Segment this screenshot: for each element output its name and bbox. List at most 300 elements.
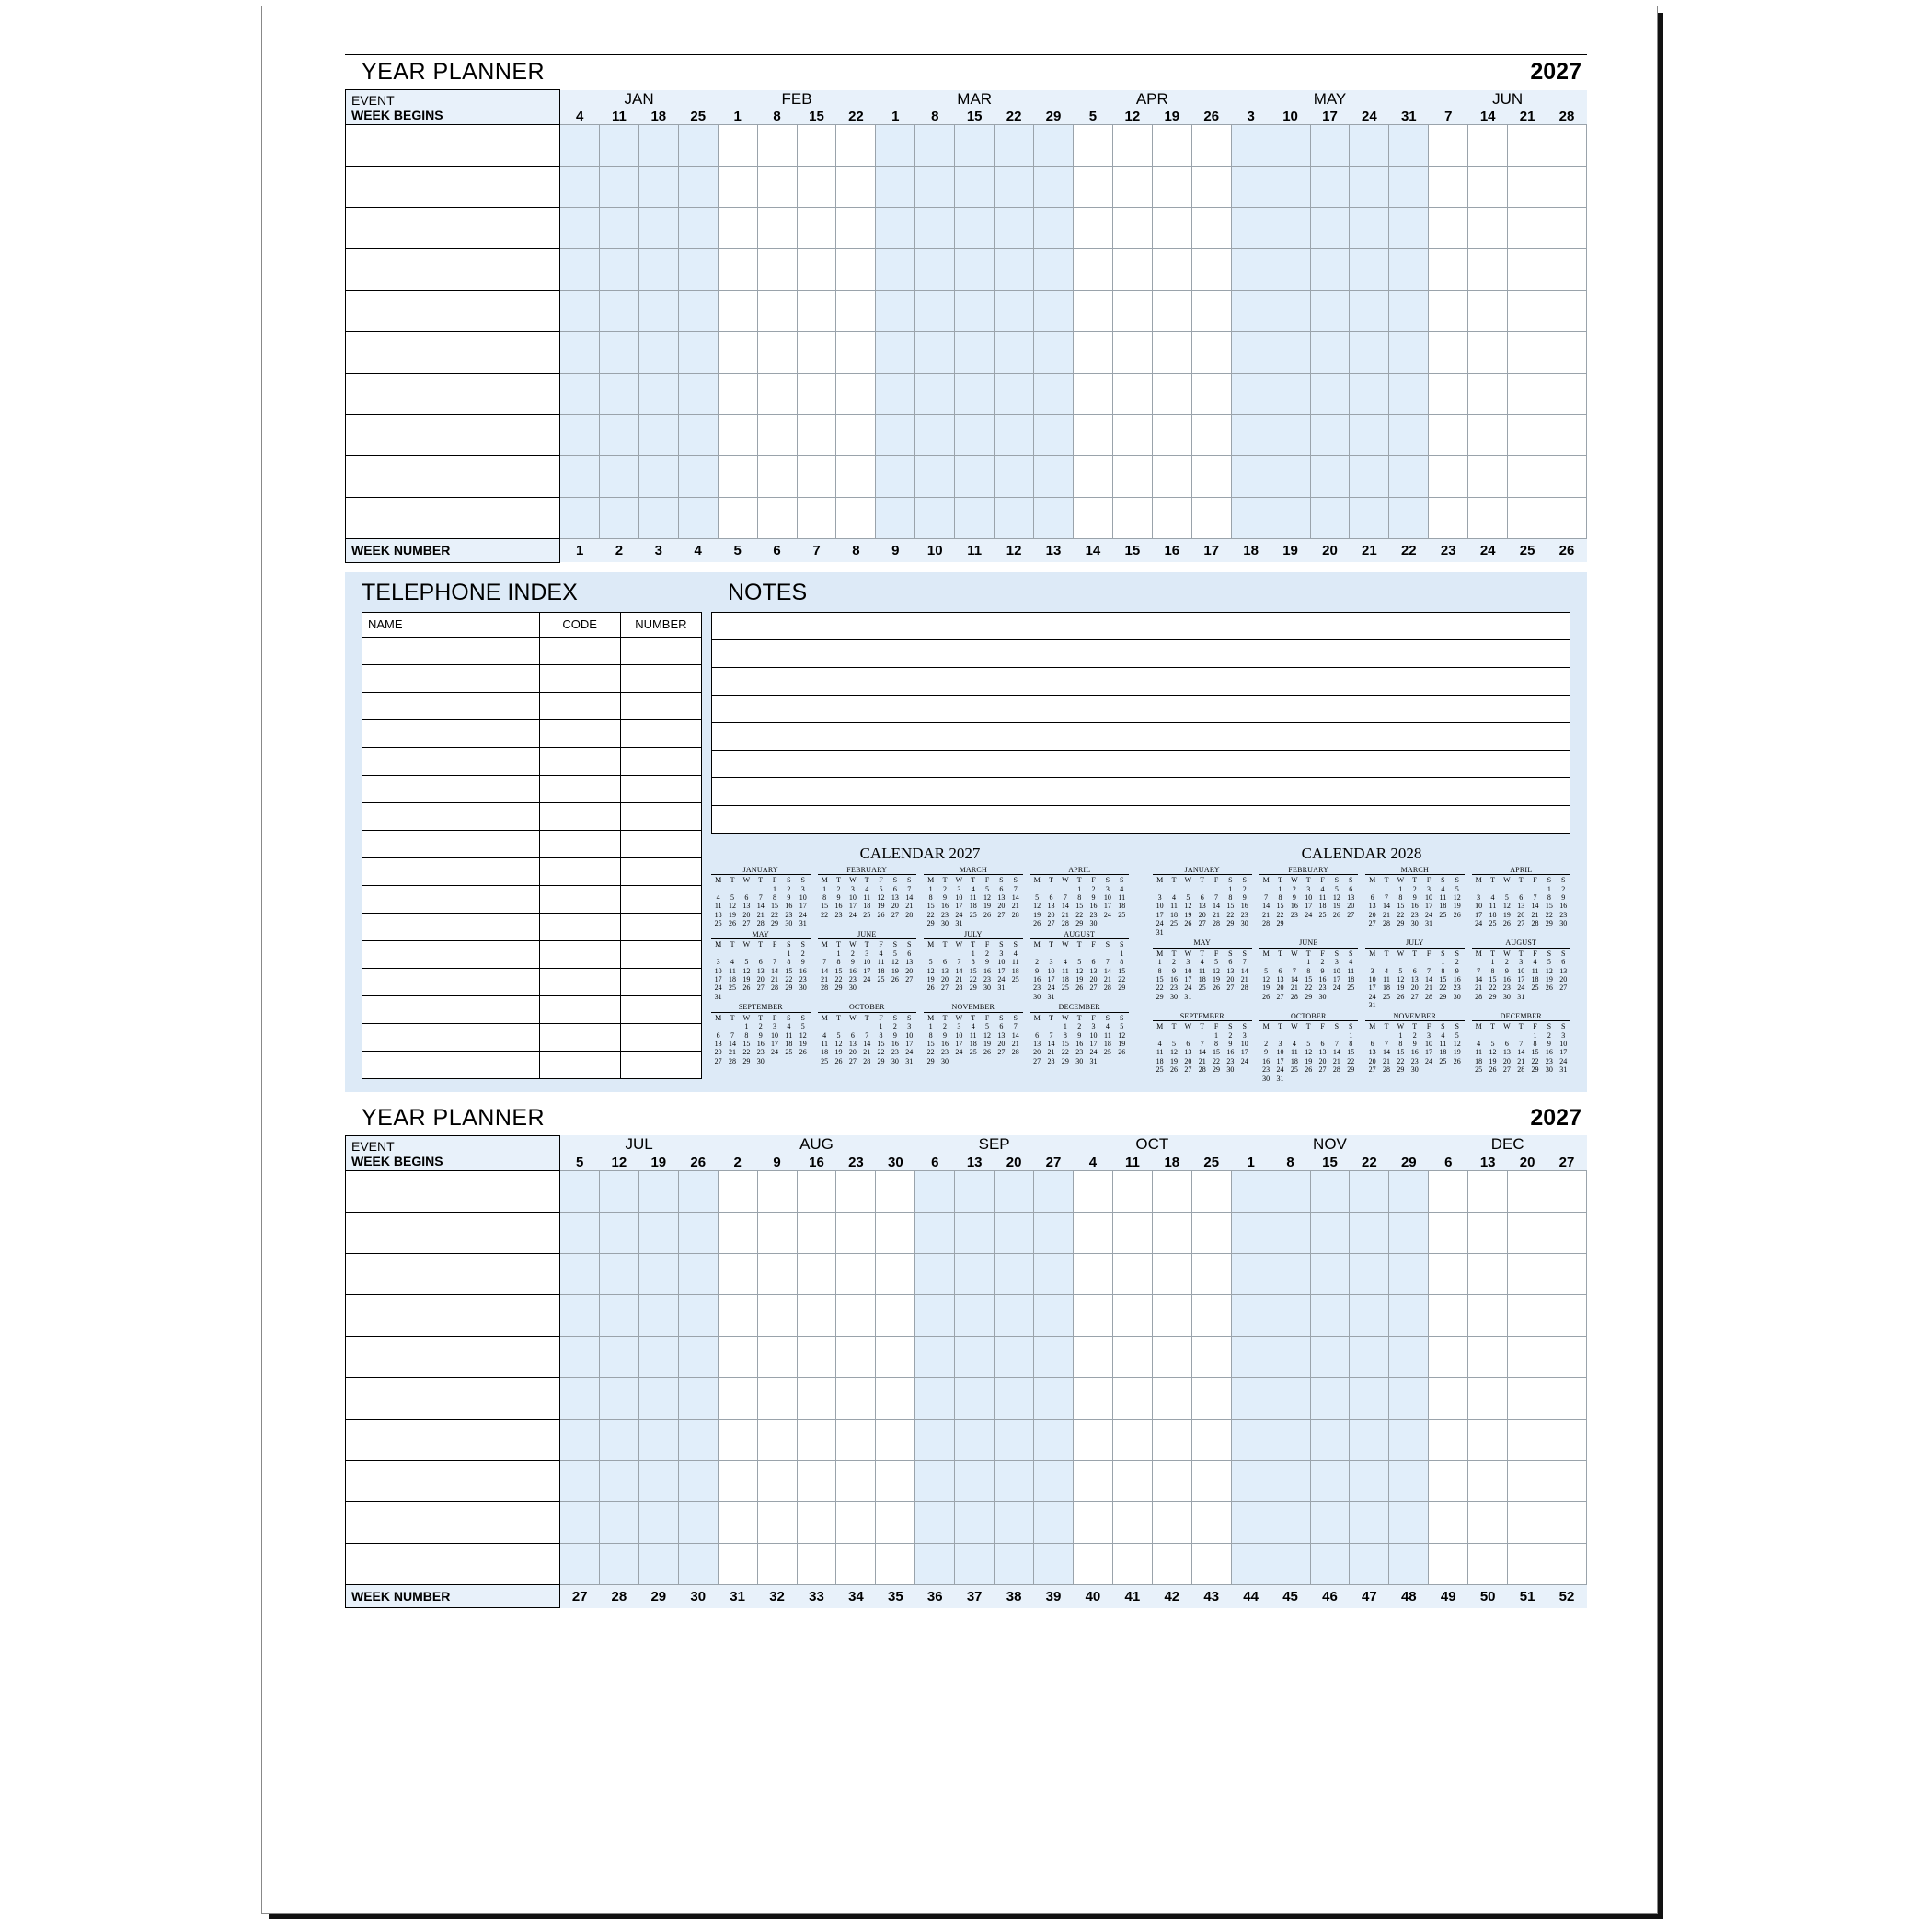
- planner-day-cell[interactable]: [1152, 1253, 1191, 1294]
- planner-day-cell[interactable]: [876, 208, 915, 249]
- planner-day-cell[interactable]: [757, 1253, 797, 1294]
- planner-day-cell[interactable]: [638, 125, 678, 167]
- planner-day-cell[interactable]: [1310, 415, 1350, 456]
- planner-day-cell[interactable]: [915, 1460, 955, 1501]
- planner-day-cell[interactable]: [1191, 1419, 1231, 1460]
- planner-day-cell[interactable]: [1034, 456, 1074, 498]
- planner-day-cell[interactable]: [915, 125, 955, 167]
- planner-day-cell[interactable]: [718, 1212, 757, 1253]
- planner-day-cell[interactable]: [915, 415, 955, 456]
- planner-day-cell[interactable]: [560, 1253, 600, 1294]
- planner-day-cell[interactable]: [560, 1543, 600, 1584]
- planner-day-cell[interactable]: [1152, 1460, 1191, 1501]
- planner-day-cell[interactable]: [718, 1501, 757, 1543]
- planner-day-cell[interactable]: [1271, 291, 1310, 332]
- planner-day-cell[interactable]: [1429, 208, 1468, 249]
- planner-day-cell[interactable]: [1271, 249, 1310, 291]
- telephone-name-cell[interactable]: [362, 637, 540, 664]
- planner-day-cell[interactable]: [1468, 374, 1508, 415]
- planner-day-cell[interactable]: [1073, 1377, 1112, 1419]
- planner-day-cell[interactable]: [599, 1294, 638, 1336]
- planner-day-cell[interactable]: [1191, 1543, 1231, 1584]
- planner-day-cell[interactable]: [1350, 1294, 1389, 1336]
- planner-day-cell[interactable]: [1191, 456, 1231, 498]
- telephone-number-cell[interactable]: [620, 1051, 701, 1078]
- planner-day-cell[interactable]: [560, 1212, 600, 1253]
- planner-day-cell[interactable]: [1429, 498, 1468, 539]
- planner-day-cell[interactable]: [1429, 1419, 1468, 1460]
- telephone-code-cell[interactable]: [539, 747, 620, 775]
- telephone-code-cell[interactable]: [539, 830, 620, 857]
- planner-day-cell[interactable]: [1231, 1377, 1271, 1419]
- planner-day-cell[interactable]: [995, 1419, 1034, 1460]
- planner-day-cell[interactable]: [915, 374, 955, 415]
- planner-day-cell[interactable]: [915, 456, 955, 498]
- planner-day-cell[interactable]: [876, 167, 915, 208]
- planner-day-cell[interactable]: [1231, 1543, 1271, 1584]
- planner-day-cell[interactable]: [560, 167, 600, 208]
- planner-day-cell[interactable]: [955, 415, 995, 456]
- planner-day-cell[interactable]: [797, 374, 836, 415]
- planner-event-row[interactable]: [346, 1501, 1587, 1543]
- planner-day-cell[interactable]: [1231, 1170, 1271, 1212]
- planner-day-cell[interactable]: [797, 332, 836, 374]
- planner-day-cell[interactable]: [638, 456, 678, 498]
- telephone-number-cell[interactable]: [620, 747, 701, 775]
- planner-day-cell[interactable]: [678, 1419, 718, 1460]
- planner-day-cell[interactable]: [836, 1253, 876, 1294]
- planner-day-cell[interactable]: [995, 291, 1034, 332]
- planner-day-cell[interactable]: [995, 1543, 1034, 1584]
- event-name-cell[interactable]: [346, 374, 560, 415]
- telephone-code-cell[interactable]: [539, 637, 620, 664]
- planner-day-cell[interactable]: [1073, 456, 1112, 498]
- event-name-cell[interactable]: [346, 167, 560, 208]
- planner-day-cell[interactable]: [638, 1501, 678, 1543]
- planner-day-cell[interactable]: [1191, 374, 1231, 415]
- planner-day-cell[interactable]: [1310, 498, 1350, 539]
- planner-day-cell[interactable]: [1034, 1253, 1074, 1294]
- planner-day-cell[interactable]: [1073, 208, 1112, 249]
- planner-day-cell[interactable]: [797, 1253, 836, 1294]
- planner-day-cell[interactable]: [1310, 291, 1350, 332]
- planner-day-cell[interactable]: [1389, 1170, 1429, 1212]
- planner-day-cell[interactable]: [1231, 456, 1271, 498]
- planner-day-cell[interactable]: [1191, 1336, 1231, 1377]
- telephone-row[interactable]: [362, 913, 702, 940]
- notes-row[interactable]: [712, 612, 1570, 639]
- planner-day-cell[interactable]: [560, 332, 600, 374]
- notes-table[interactable]: [711, 612, 1570, 834]
- planner-day-cell[interactable]: [1112, 498, 1152, 539]
- planner-day-cell[interactable]: [757, 1336, 797, 1377]
- planner-day-cell[interactable]: [638, 1212, 678, 1253]
- planner-day-cell[interactable]: [1310, 249, 1350, 291]
- telephone-code-cell[interactable]: [539, 1051, 620, 1078]
- planner-day-cell[interactable]: [955, 249, 995, 291]
- planner-day-cell[interactable]: [638, 332, 678, 374]
- planner-day-cell[interactable]: [599, 498, 638, 539]
- planner-day-cell[interactable]: [1034, 1212, 1074, 1253]
- telephone-number-cell[interactable]: [620, 968, 701, 995]
- planner-day-cell[interactable]: [797, 1501, 836, 1543]
- planner-day-cell[interactable]: [757, 498, 797, 539]
- planner-day-cell[interactable]: [1152, 125, 1191, 167]
- planner-day-cell[interactable]: [1350, 498, 1389, 539]
- planner-day-cell[interactable]: [757, 1460, 797, 1501]
- planner-day-cell[interactable]: [678, 1377, 718, 1419]
- planner-day-cell[interactable]: [757, 1377, 797, 1419]
- planner-day-cell[interactable]: [1112, 1253, 1152, 1294]
- planner-day-cell[interactable]: [1231, 1253, 1271, 1294]
- planner-day-cell[interactable]: [876, 1170, 915, 1212]
- planner-day-cell[interactable]: [797, 1212, 836, 1253]
- planner-day-cell[interactable]: [1508, 456, 1547, 498]
- planner-day-cell[interactable]: [797, 1170, 836, 1212]
- planner-day-cell[interactable]: [1310, 167, 1350, 208]
- planner-day-cell[interactable]: [1231, 1501, 1271, 1543]
- planner-day-cell[interactable]: [599, 374, 638, 415]
- planner-event-row[interactable]: [346, 415, 1587, 456]
- planner-day-cell[interactable]: [1231, 1336, 1271, 1377]
- planner-day-cell[interactable]: [1073, 1543, 1112, 1584]
- planner-day-cell[interactable]: [1231, 1460, 1271, 1501]
- planner-event-row[interactable]: [346, 291, 1587, 332]
- event-name-cell[interactable]: [346, 1170, 560, 1212]
- planner-day-cell[interactable]: [915, 1212, 955, 1253]
- planner-day-cell[interactable]: [1073, 1460, 1112, 1501]
- telephone-name-cell[interactable]: [362, 885, 540, 913]
- planner-day-cell[interactable]: [1034, 1336, 1074, 1377]
- planner-day-cell[interactable]: [1271, 456, 1310, 498]
- planner-day-cell[interactable]: [1271, 167, 1310, 208]
- planner-day-cell[interactable]: [560, 208, 600, 249]
- planner-day-cell[interactable]: [1350, 249, 1389, 291]
- telephone-number-cell[interactable]: [620, 995, 701, 1023]
- planner-day-cell[interactable]: [1310, 456, 1350, 498]
- telephone-number-cell[interactable]: [620, 913, 701, 940]
- planner-day-cell[interactable]: [1073, 249, 1112, 291]
- notes-row[interactable]: [712, 667, 1570, 695]
- planner-day-cell[interactable]: [1231, 249, 1271, 291]
- planner-day-cell[interactable]: [1191, 332, 1231, 374]
- planner-day-cell[interactable]: [1468, 1253, 1508, 1294]
- planner-day-cell[interactable]: [797, 456, 836, 498]
- telephone-code-cell[interactable]: [539, 940, 620, 968]
- planner-day-cell[interactable]: [915, 1294, 955, 1336]
- planner-day-cell[interactable]: [1034, 125, 1074, 167]
- planner-day-cell[interactable]: [1350, 1460, 1389, 1501]
- planner-day-cell[interactable]: [1389, 208, 1429, 249]
- notes-line[interactable]: [712, 777, 1570, 805]
- planner-day-cell[interactable]: [955, 1460, 995, 1501]
- planner-day-cell[interactable]: [1271, 1419, 1310, 1460]
- planner-day-cell[interactable]: [797, 1460, 836, 1501]
- planner-day-cell[interactable]: [1547, 1336, 1587, 1377]
- planner-day-cell[interactable]: [678, 1460, 718, 1501]
- planner-day-cell[interactable]: [1034, 1170, 1074, 1212]
- planner-day-cell[interactable]: [599, 125, 638, 167]
- planner-day-cell[interactable]: [915, 1336, 955, 1377]
- planner-day-cell[interactable]: [599, 1212, 638, 1253]
- planner-day-cell[interactable]: [1034, 1377, 1074, 1419]
- planner-day-cell[interactable]: [1310, 374, 1350, 415]
- planner-day-cell[interactable]: [1191, 1377, 1231, 1419]
- planner-day-cell[interactable]: [1389, 249, 1429, 291]
- planner-day-cell[interactable]: [1468, 1460, 1508, 1501]
- telephone-row[interactable]: [362, 692, 702, 719]
- planner-day-cell[interactable]: [876, 1377, 915, 1419]
- planner-day-cell[interactable]: [1073, 167, 1112, 208]
- planner-event-row[interactable]: [346, 208, 1587, 249]
- planner-day-cell[interactable]: [955, 1170, 995, 1212]
- planner-day-cell[interactable]: [1350, 1170, 1389, 1212]
- planner-day-cell[interactable]: [1547, 415, 1587, 456]
- notes-row[interactable]: [712, 722, 1570, 750]
- planner-day-cell[interactable]: [1350, 1377, 1389, 1419]
- telephone-row[interactable]: [362, 637, 702, 664]
- planner-day-cell[interactable]: [1112, 1543, 1152, 1584]
- planner-day-cell[interactable]: [560, 374, 600, 415]
- planner-day-cell[interactable]: [1547, 167, 1587, 208]
- planner-day-cell[interactable]: [1547, 456, 1587, 498]
- event-name-cell[interactable]: [346, 456, 560, 498]
- planner-day-cell[interactable]: [1508, 291, 1547, 332]
- planner-day-cell[interactable]: [1350, 415, 1389, 456]
- planner-day-cell[interactable]: [797, 167, 836, 208]
- planner-day-cell[interactable]: [1271, 498, 1310, 539]
- planner-day-cell[interactable]: [1508, 1543, 1547, 1584]
- planner-day-cell[interactable]: [1547, 1377, 1587, 1419]
- planner-day-cell[interactable]: [718, 167, 757, 208]
- telephone-row[interactable]: [362, 857, 702, 885]
- planner-day-cell[interactable]: [1073, 1336, 1112, 1377]
- planner-day-cell[interactable]: [560, 249, 600, 291]
- telephone-row[interactable]: [362, 802, 702, 830]
- planner-day-cell[interactable]: [915, 167, 955, 208]
- planner-day-cell[interactable]: [1073, 415, 1112, 456]
- planner-day-cell[interactable]: [1429, 1336, 1468, 1377]
- planner-day-cell[interactable]: [1468, 167, 1508, 208]
- planner-day-cell[interactable]: [1073, 1170, 1112, 1212]
- planner-day-cell[interactable]: [757, 291, 797, 332]
- planner-day-cell[interactable]: [718, 249, 757, 291]
- planner-day-cell[interactable]: [599, 208, 638, 249]
- planner-day-cell[interactable]: [876, 332, 915, 374]
- planner-event-row[interactable]: [346, 167, 1587, 208]
- planner-day-cell[interactable]: [1231, 498, 1271, 539]
- planner-day-cell[interactable]: [757, 249, 797, 291]
- planner-day-cell[interactable]: [638, 249, 678, 291]
- planner-day-cell[interactable]: [718, 1336, 757, 1377]
- telephone-name-cell[interactable]: [362, 940, 540, 968]
- telephone-code-cell[interactable]: [539, 913, 620, 940]
- planner-day-cell[interactable]: [915, 332, 955, 374]
- planner-day-cell[interactable]: [1547, 1543, 1587, 1584]
- planner-day-cell[interactable]: [757, 415, 797, 456]
- event-name-cell[interactable]: [346, 1212, 560, 1253]
- planner-day-cell[interactable]: [1468, 1501, 1508, 1543]
- event-name-cell[interactable]: [346, 1419, 560, 1460]
- planner-day-cell[interactable]: [1547, 332, 1587, 374]
- planner-day-cell[interactable]: [678, 1253, 718, 1294]
- planner-day-cell[interactable]: [1034, 249, 1074, 291]
- planner-day-cell[interactable]: [836, 374, 876, 415]
- planner-day-cell[interactable]: [1271, 332, 1310, 374]
- planner-day-cell[interactable]: [1508, 208, 1547, 249]
- planner-day-cell[interactable]: [995, 332, 1034, 374]
- planner-day-cell[interactable]: [718, 1253, 757, 1294]
- planner-day-cell[interactable]: [1310, 1253, 1350, 1294]
- planner-event-row[interactable]: [346, 1170, 1587, 1212]
- event-name-cell[interactable]: [346, 498, 560, 539]
- planner-day-cell[interactable]: [757, 208, 797, 249]
- planner-day-cell[interactable]: [1350, 332, 1389, 374]
- planner-day-cell[interactable]: [797, 1377, 836, 1419]
- planner-day-cell[interactable]: [718, 1543, 757, 1584]
- planner-day-cell[interactable]: [995, 249, 1034, 291]
- planner-day-cell[interactable]: [1073, 125, 1112, 167]
- planner-day-cell[interactable]: [1389, 1212, 1429, 1253]
- planner-day-cell[interactable]: [915, 1501, 955, 1543]
- planner-day-cell[interactable]: [836, 167, 876, 208]
- planner-day-cell[interactable]: [560, 415, 600, 456]
- planner-day-cell[interactable]: [599, 1336, 638, 1377]
- planner-day-cell[interactable]: [1508, 498, 1547, 539]
- telephone-row[interactable]: [362, 940, 702, 968]
- notes-line[interactable]: [712, 612, 1570, 639]
- planner-day-cell[interactable]: [638, 498, 678, 539]
- planner-event-row[interactable]: [346, 1419, 1587, 1460]
- planner-day-cell[interactable]: [1350, 167, 1389, 208]
- planner-day-cell[interactable]: [1112, 249, 1152, 291]
- planner-day-cell[interactable]: [560, 1460, 600, 1501]
- planner-day-cell[interactable]: [1271, 1294, 1310, 1336]
- planner-day-cell[interactable]: [1429, 291, 1468, 332]
- planner-day-cell[interactable]: [638, 1543, 678, 1584]
- planner-day-cell[interactable]: [915, 208, 955, 249]
- planner-day-cell[interactable]: [599, 1377, 638, 1419]
- planner-day-cell[interactable]: [1350, 1336, 1389, 1377]
- planner-day-cell[interactable]: [1547, 208, 1587, 249]
- planner-day-cell[interactable]: [1271, 415, 1310, 456]
- telephone-name-cell[interactable]: [362, 913, 540, 940]
- planner-day-cell[interactable]: [1231, 125, 1271, 167]
- notes-row[interactable]: [712, 695, 1570, 722]
- planner-event-row[interactable]: [346, 498, 1587, 539]
- planner-day-cell[interactable]: [1468, 125, 1508, 167]
- planner-day-cell[interactable]: [718, 208, 757, 249]
- planner-day-cell[interactable]: [876, 1294, 915, 1336]
- planner-day-cell[interactable]: [955, 291, 995, 332]
- planner-day-cell[interactable]: [955, 1253, 995, 1294]
- telephone-code-cell[interactable]: [539, 692, 620, 719]
- planner-day-cell[interactable]: [1310, 125, 1350, 167]
- planner-bottom-grid[interactable]: [345, 1135, 1587, 1609]
- planner-day-cell[interactable]: [1547, 1212, 1587, 1253]
- planner-day-cell[interactable]: [718, 1294, 757, 1336]
- telephone-number-cell[interactable]: [620, 830, 701, 857]
- planner-day-cell[interactable]: [1231, 374, 1271, 415]
- planner-day-cell[interactable]: [915, 1419, 955, 1460]
- planner-day-cell[interactable]: [995, 1377, 1034, 1419]
- notes-line[interactable]: [712, 639, 1570, 667]
- planner-day-cell[interactable]: [836, 1543, 876, 1584]
- planner-day-cell[interactable]: [1034, 291, 1074, 332]
- planner-day-cell[interactable]: [1547, 1419, 1587, 1460]
- planner-day-cell[interactable]: [757, 167, 797, 208]
- telephone-row[interactable]: [362, 1023, 702, 1051]
- planner-day-cell[interactable]: [995, 1294, 1034, 1336]
- planner-day-cell[interactable]: [1191, 208, 1231, 249]
- planner-day-cell[interactable]: [638, 1460, 678, 1501]
- planner-day-cell[interactable]: [836, 1212, 876, 1253]
- planner-day-cell[interactable]: [876, 1419, 915, 1460]
- planner-day-cell[interactable]: [836, 415, 876, 456]
- planner-day-cell[interactable]: [1468, 1294, 1508, 1336]
- planner-day-cell[interactable]: [995, 456, 1034, 498]
- telephone-name-cell[interactable]: [362, 802, 540, 830]
- planner-day-cell[interactable]: [1034, 1294, 1074, 1336]
- planner-day-cell[interactable]: [638, 208, 678, 249]
- planner-day-cell[interactable]: [876, 1336, 915, 1377]
- planner-event-row[interactable]: [346, 1460, 1587, 1501]
- notes-row[interactable]: [712, 750, 1570, 777]
- planner-day-cell[interactable]: [1429, 1212, 1468, 1253]
- planner-day-cell[interactable]: [836, 1170, 876, 1212]
- planner-day-cell[interactable]: [1152, 167, 1191, 208]
- planner-day-cell[interactable]: [1112, 415, 1152, 456]
- notes-line[interactable]: [712, 805, 1570, 833]
- event-name-cell[interactable]: [346, 291, 560, 332]
- planner-day-cell[interactable]: [599, 167, 638, 208]
- planner-day-cell[interactable]: [1152, 374, 1191, 415]
- telephone-name-cell[interactable]: [362, 775, 540, 802]
- planner-day-cell[interactable]: [955, 208, 995, 249]
- planner-day-cell[interactable]: [915, 1543, 955, 1584]
- planner-day-cell[interactable]: [1310, 1543, 1350, 1584]
- planner-day-cell[interactable]: [1191, 125, 1231, 167]
- planner-day-cell[interactable]: [1310, 1460, 1350, 1501]
- planner-day-cell[interactable]: [1112, 1501, 1152, 1543]
- planner-day-cell[interactable]: [560, 456, 600, 498]
- planner-day-cell[interactable]: [1271, 125, 1310, 167]
- planner-day-cell[interactable]: [1468, 456, 1508, 498]
- planner-day-cell[interactable]: [678, 1501, 718, 1543]
- planner-day-cell[interactable]: [1112, 456, 1152, 498]
- planner-day-cell[interactable]: [1508, 1460, 1547, 1501]
- planner-day-cell[interactable]: [757, 1501, 797, 1543]
- telephone-code-cell[interactable]: [539, 857, 620, 885]
- planner-day-cell[interactable]: [1508, 1419, 1547, 1460]
- planner-day-cell[interactable]: [1231, 1294, 1271, 1336]
- notes-line[interactable]: [712, 722, 1570, 750]
- planner-day-cell[interactable]: [797, 498, 836, 539]
- telephone-number-cell[interactable]: [620, 940, 701, 968]
- planner-day-cell[interactable]: [678, 498, 718, 539]
- telephone-number-cell[interactable]: [620, 802, 701, 830]
- planner-day-cell[interactable]: [718, 1419, 757, 1460]
- planner-day-cell[interactable]: [1112, 1419, 1152, 1460]
- planner-day-cell[interactable]: [1547, 1253, 1587, 1294]
- planner-event-row[interactable]: [346, 374, 1587, 415]
- planner-day-cell[interactable]: [1231, 332, 1271, 374]
- planner-day-cell[interactable]: [1350, 1501, 1389, 1543]
- planner-day-cell[interactable]: [915, 249, 955, 291]
- planner-day-cell[interactable]: [1429, 332, 1468, 374]
- planner-day-cell[interactable]: [1468, 1212, 1508, 1253]
- planner-day-cell[interactable]: [560, 125, 600, 167]
